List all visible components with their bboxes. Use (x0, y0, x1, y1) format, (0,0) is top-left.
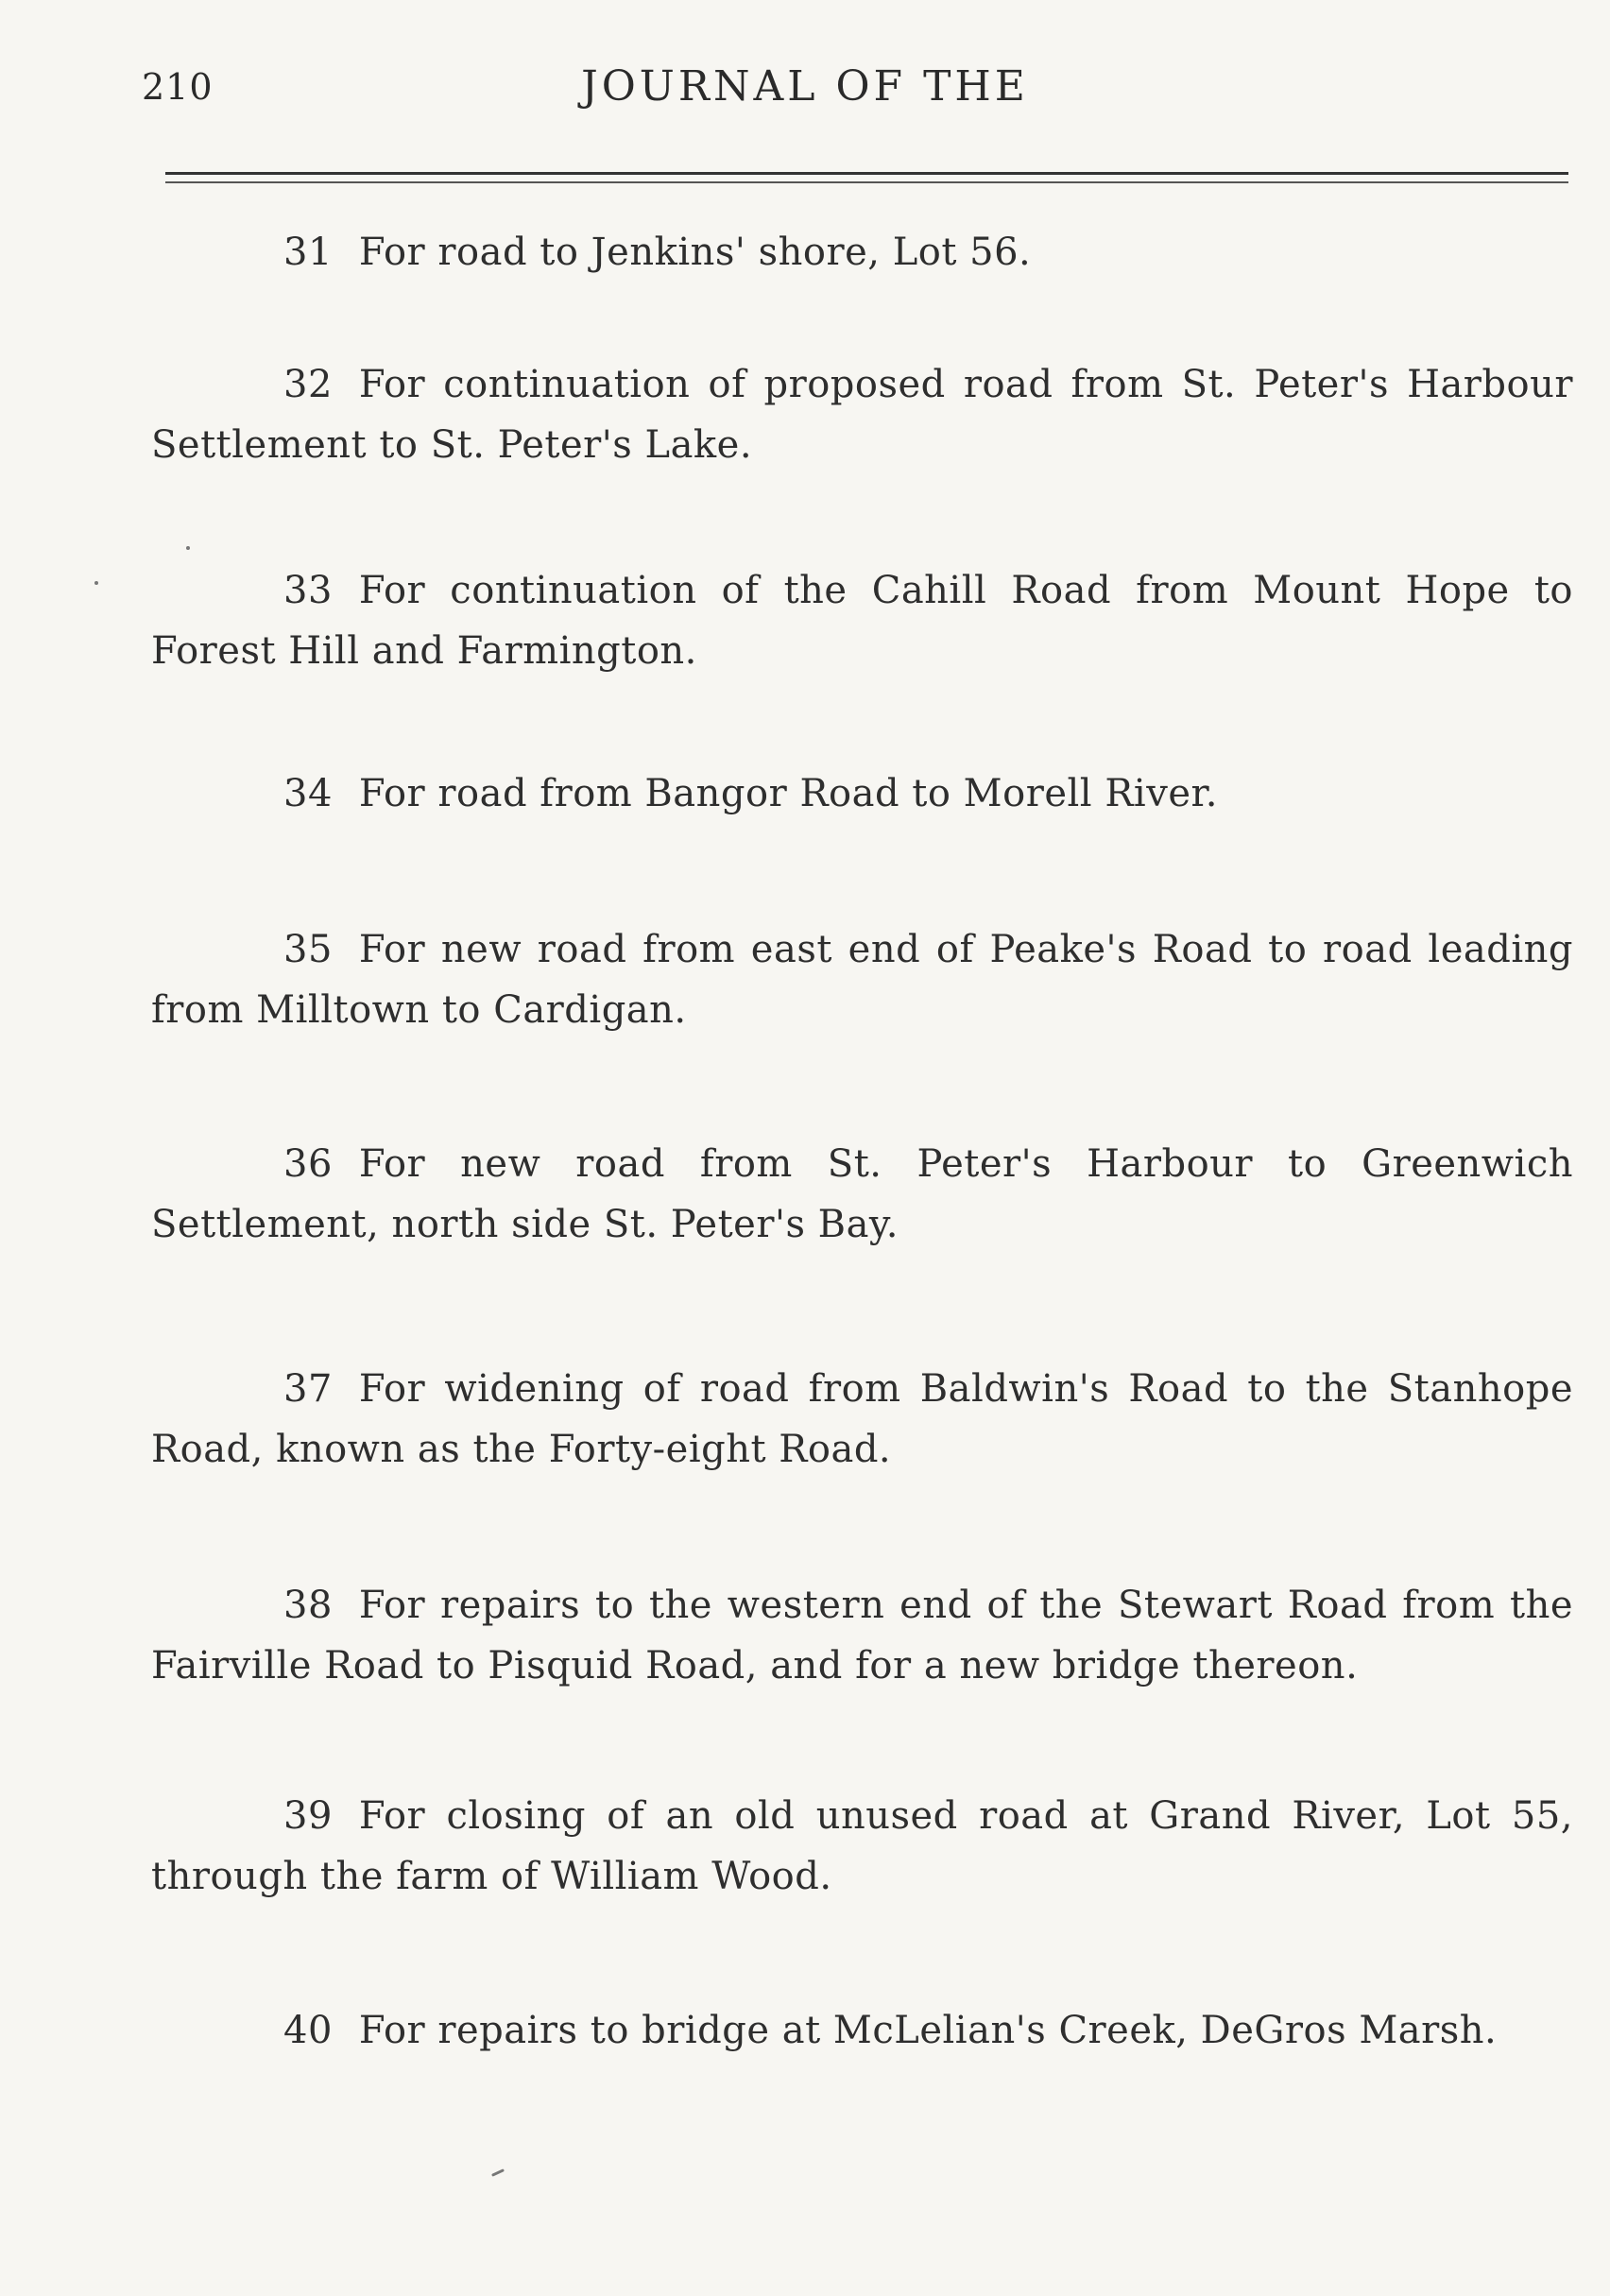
entry-text: For new road from St. Peter's Harbour to Greenwich Settlement, north side St. Peter's Bay. (151, 1142, 1573, 1246)
entry-text: For widening of road from Baldwin's Road to the Stanhope Road, known as the Forty-eight Road. (151, 1367, 1573, 1471)
running-head: JOURNAL OF THE (581, 62, 1029, 111)
list-item (151, 1575, 1573, 1696)
entry-number: 31 (283, 231, 333, 274)
entry-number: 39 (283, 1794, 333, 1838)
list-item (151, 354, 1573, 475)
entry-number: 37 (283, 1367, 333, 1411)
entry-text: For road to Jenkins' shore, Lot 56. (358, 231, 1032, 274)
entry-text: For continuation of proposed road from St. Peter's Harbour Settlement to St. Peter's Lake. (151, 363, 1573, 467)
entry-number: 33 (283, 569, 333, 612)
entry-text: For closing of an old unused road at Grand River, Lot 55, through the farm of William Wood. (151, 1794, 1573, 1898)
entry-number: 36 (283, 1142, 333, 1186)
list-item (151, 1359, 1573, 1480)
entry-text: For road from Bangor Road to Morell River. (358, 772, 1218, 815)
list-item (151, 222, 1573, 283)
page-number: 210 (142, 66, 214, 108)
header-rule (165, 172, 1568, 183)
entry-text: For continuation of the Cahill Road from Mount Hope to Forest Hill and Farmington. (151, 569, 1573, 673)
stray-mark (491, 2168, 505, 2177)
entry-text: For repairs to the western end of the Stewart Road from the Fairville Road to Pisquid Road, and for a new bridge thereon. (151, 1584, 1573, 1688)
stray-mark (186, 546, 190, 550)
list-item (151, 2000, 1573, 2061)
list-item (151, 763, 1573, 824)
list-item (151, 919, 1573, 1040)
entry-number: 35 (283, 928, 333, 971)
entry-number: 34 (283, 772, 333, 815)
entry-number: 38 (283, 1584, 333, 1627)
list-item (151, 1134, 1573, 1255)
stray-mark (94, 581, 98, 585)
entry-number: 40 (283, 2009, 333, 2052)
entry-text: For repairs to bridge at McLelian's Creek, DeGros Marsh. (358, 2009, 1498, 2052)
list-item (151, 1786, 1573, 1907)
list-item (151, 560, 1573, 681)
entry-number: 32 (283, 363, 333, 406)
entry-text: For new road from east end of Peake's Road to road leading from Milltown to Cardigan. (151, 928, 1573, 1032)
